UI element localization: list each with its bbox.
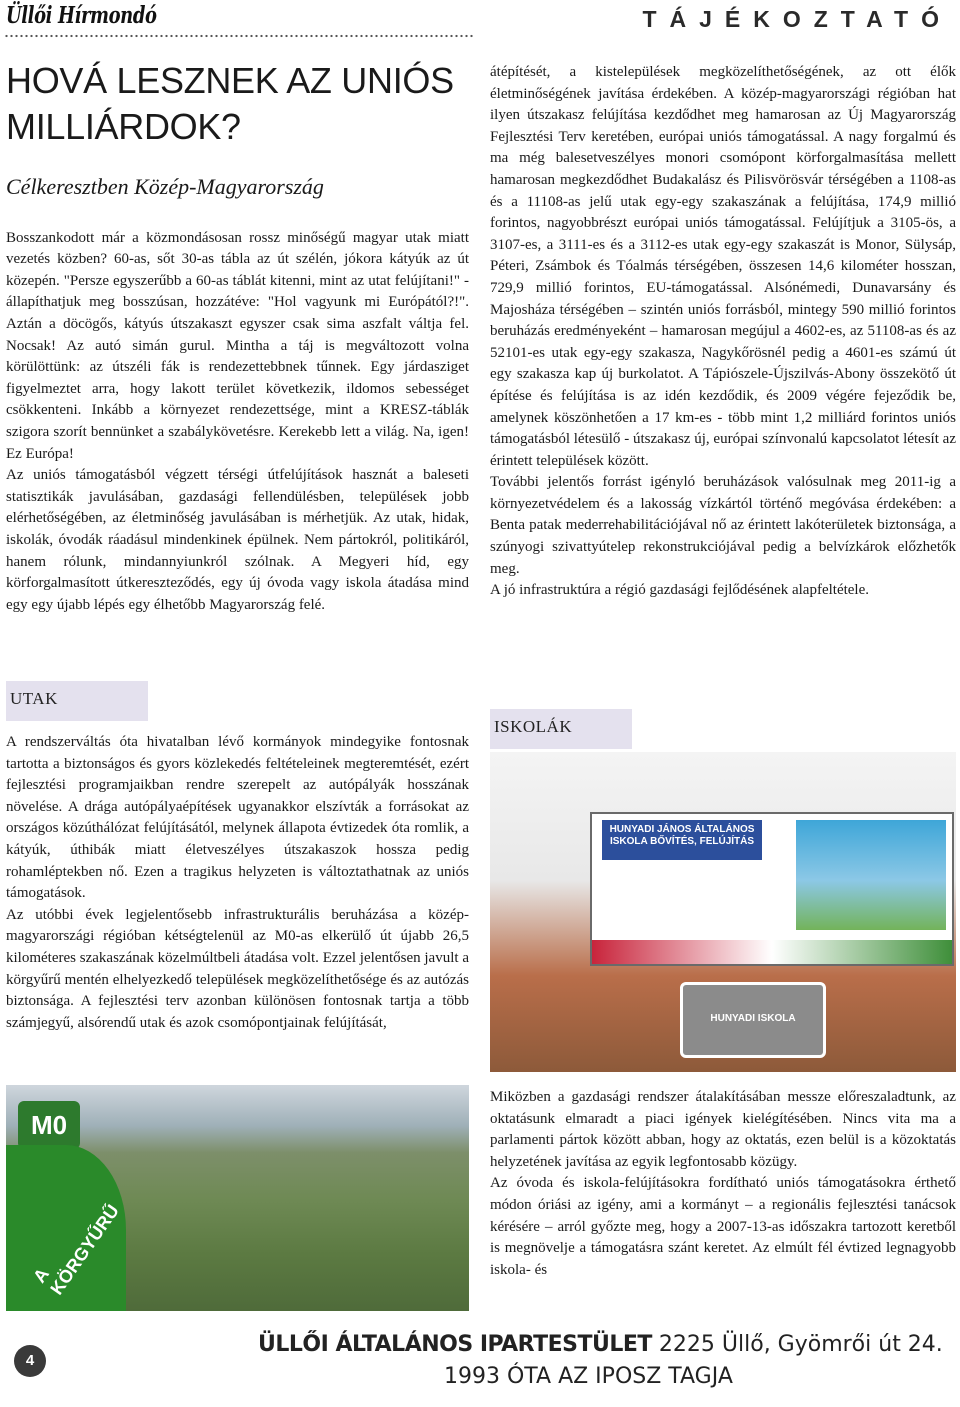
page-footer (0, 1322, 960, 1407)
right-column (490, 62, 956, 602)
m0-ring-graphic (6, 1145, 126, 1311)
billboard-photo (796, 820, 946, 930)
m0-ring-road-photo (6, 1085, 469, 1311)
section-label: TÁJÉKOZTATÓ (642, 6, 952, 32)
footer-org-line (258, 1332, 943, 1357)
billboard-title: HUNYADI JÁNOS ÁLTALÁNOS ISKOLA BŐVÍTÉS, FELÚJÍTÁS (602, 820, 762, 860)
right-paragraph: A jó infrastruktúra a régió gazdasági fejlődésének alapfeltétele. (490, 582, 869, 599)
article-subheading: Célkeresztben Közép-Magyarország (6, 174, 324, 199)
iskolak-section (490, 1087, 956, 1281)
iskolak-paragraph: Az óvoda és iskola-felújításokra fordítható uniós támogatásokra érthető módon óriási az igény, ami a kormányt – a regionális fejlesztési tanácsok kérésére – arról győzte meg, hogy a 2007-13-as időszakra tartozott keretből is megnövelje a támogatásra szánt keretet. Az elmúlt fél évtized legnagyobb iskola- és (490, 1175, 956, 1278)
intro-paragraph: Az uniós támogatásból végzett térségi útfelújítások hasznát a baleseti statisztikák javulásában, gazdasági fellendülésben, települések jobb elérhetőségében, az életminőség javulásában is mérhetjük. Az utak, hidak, iskolák, óvodák ráadásul mindenkinek épülnek. Nem pártokról, politikáról, hanem rólunk, mindannyiunkról szólnak. A Megyeri híd, egy körforgalmasított útkereszteződés, egy új óvoda vagy iskola átadása mind egy egy újabb lépés egy élhetőbb Magyarország felé. (6, 467, 469, 613)
iskolak-paragraph: Miközben a gazdasági rendszer átalakításában messze előreszaladtunk, az oktatásunk elmaradt a piaci igények kielégítésében. Nincs vita ma a parlamenti pártok között abban, hogy az oktatás, ezen belül is a közoktatás helyzetének javítása az egyik legfontosabb közügy. (490, 1089, 956, 1170)
m0-ring-text: A KÖRGYŰRŰ (29, 1200, 124, 1299)
masthead: Üllői Hírmondó (6, 2, 157, 29)
article-headline: HOVÁ LESZNEK AZ UNIÓS MILLIÁRDOK? (6, 60, 454, 147)
dotted-rule (4, 34, 474, 38)
footer-member-since: 1993 ÓTA AZ IPOSZ TAGJA (444, 1364, 733, 1389)
page-header (0, 0, 960, 40)
m0-badge: M0 (18, 1101, 80, 1149)
footer-org-name: ÜLLŐI ÁLTALÁNOS IPARTESTÜLET (258, 1332, 652, 1357)
page-number-badge: 4 (14, 1345, 46, 1377)
section-tag-iskolak: ISKOLÁK (490, 709, 632, 749)
utak-paragraph: A rendszerváltás óta hivatalban lévő kormányok mindegyike fontosnak tartotta a biztonságos és gyors közlekedés feltételeinek megteremtését, ezért fejlesztési programjaikban rendre szerepelt az autópályák hosszának növelése. A drága autópályaépítések ugyanakkor elszívták a forrásokat az országos közúthálózat felújításától, melynek állapota évtizedek óta romlik, a kátyúk, úthibák miatt életveszélyes útszakaszok hossza pedig rohamléptekben nő. Ezen a tragikus helyzeten is változtathatnak az uniós támogatások. (6, 734, 469, 902)
billboard-flag-band (592, 940, 952, 964)
right-paragraph: átépítését, a kistelepülések megközelíthetőségének, az ott élők életminőségének javítása érdekében. A közép-magyarországi régióban hat ilyen útszakasz felújítása kezdődhet meg hamarosan az Új Magyarország Fejlesztési Terv keretében, európai uniós támogatással. A nagy forgalmú és ma még balesetveszélyes monori csomópont körforgalmasítása mellett hamarosan megkezdődhet Budakalász és Pilisvörösvár térségében a 1108-as és a 11108-as jelű utak egy-egy szakaszának a felújítása, 174,9 millió forintos, nagyobbrészt európai uniós támogatással. Felújítjuk a 3105-ös, a 3107-es, a 3111-es és a 3112-es utak egy-egy szakaszát is Monor, Sülysáp, Péteri, Zsámbok és Tóalmás térségében, összesen 14,6 kilométer hosszan, 729,9 millió forintos, EU-támogatással. Alsónémedi, Dunavarsány és Majosháza térségében – szintén uniós forrásból, mintegy 590 millió forintos beruházás eredményeként – hamarosan megújul a 4602-es, az 51108-as és az 52101-es utak egy-egy szakasza, Nagykőrösnél pedig a 4601-es számú út egy szakasza kap új burkolatot. A Tápiószele-Újszilvás-Abony összekötő út építése és felújítása is az idén kezdődik, és 2009 végére fejeződik be, amelynek köszönhetően a 17 km-es - több mint 1,2 milliárd forintos uniós támogatásból létesülő - útszakasz új, európai színvonalú kapcsolatot létesít az érintett települések között. (490, 64, 956, 469)
section-tag-utak: UTAK (6, 681, 148, 721)
school-sign (680, 982, 826, 1058)
right-paragraph: További jelentős forrást igényló beruházások valósulnak meg 2011-ig a környezetvédelem és a lakosság vízkártól történő megóvása érdekében: a Benta patak mederrehabilitációjával nő az érintett lakóterületek biztonsága, a szúnyogi szivattyútelep rekonstrukciójával pedig a belvízkárok előzhetők meg. (490, 474, 956, 577)
school-renovation-photo (490, 752, 956, 1072)
footer-address: 2225 Üllő, Gyömrői út 24. (658, 1332, 943, 1357)
school-sign-text: HUNYADI ISKOLA (710, 1013, 796, 1024)
intro-paragraph: Bosszankodott már a közmondásosan rossz minőségű magyar utak miatt vezetés közben? 60-as, sőt 30-as tábla az út szélén, jókora kátyúk az út közepén. "Persze egyszerűbb a 60-as táblát kitenni, mint az utat felújítani!" - állapíthatjuk meg bosszúsan, hozzátéve: "Hol vagyunk mi Európától?!". Aztán a döcögős, kátyús útszakaszt egyszer csak sima aszfalt váltja fel. Nocsak! Az autó simán gurul. Mintha a táj is megváltozott volna körülöttünk: az útszéli fák is rendezettebbnek tűnnek. Egy járdasziget figyelmeztet arra, hogy lakott terület következik, ildomos sebességet csökkenteni. Inkább a környezet rendezettsége, mint a KRESZ-táblák szigora szorít bennünket a szabálykövetésre. Kerekebb lett a világ. Na, igen! Ez Európa! (6, 229, 469, 462)
left-column (6, 54, 469, 616)
utak-section (6, 732, 469, 1034)
utak-paragraph: Az utóbbi évek legjelentősebb infrastrukturális beruházása a közép-magyarországi régióban kétségtelenül az M0-as elkerülő út újabb 26,5 kilométeres szakaszának közelmúltbeli átadása volt. Ezzel jelentősen javult a körgyűrű mentén elhelyezkedő települések megközelíthetősége és az autózás biztonsága. A fejlesztési terv azonban különösen fontosnak tartja a több számjegyű, alsórendű utak és azok csomópontjainak felújítását, (6, 906, 469, 1031)
billboard (590, 812, 954, 966)
